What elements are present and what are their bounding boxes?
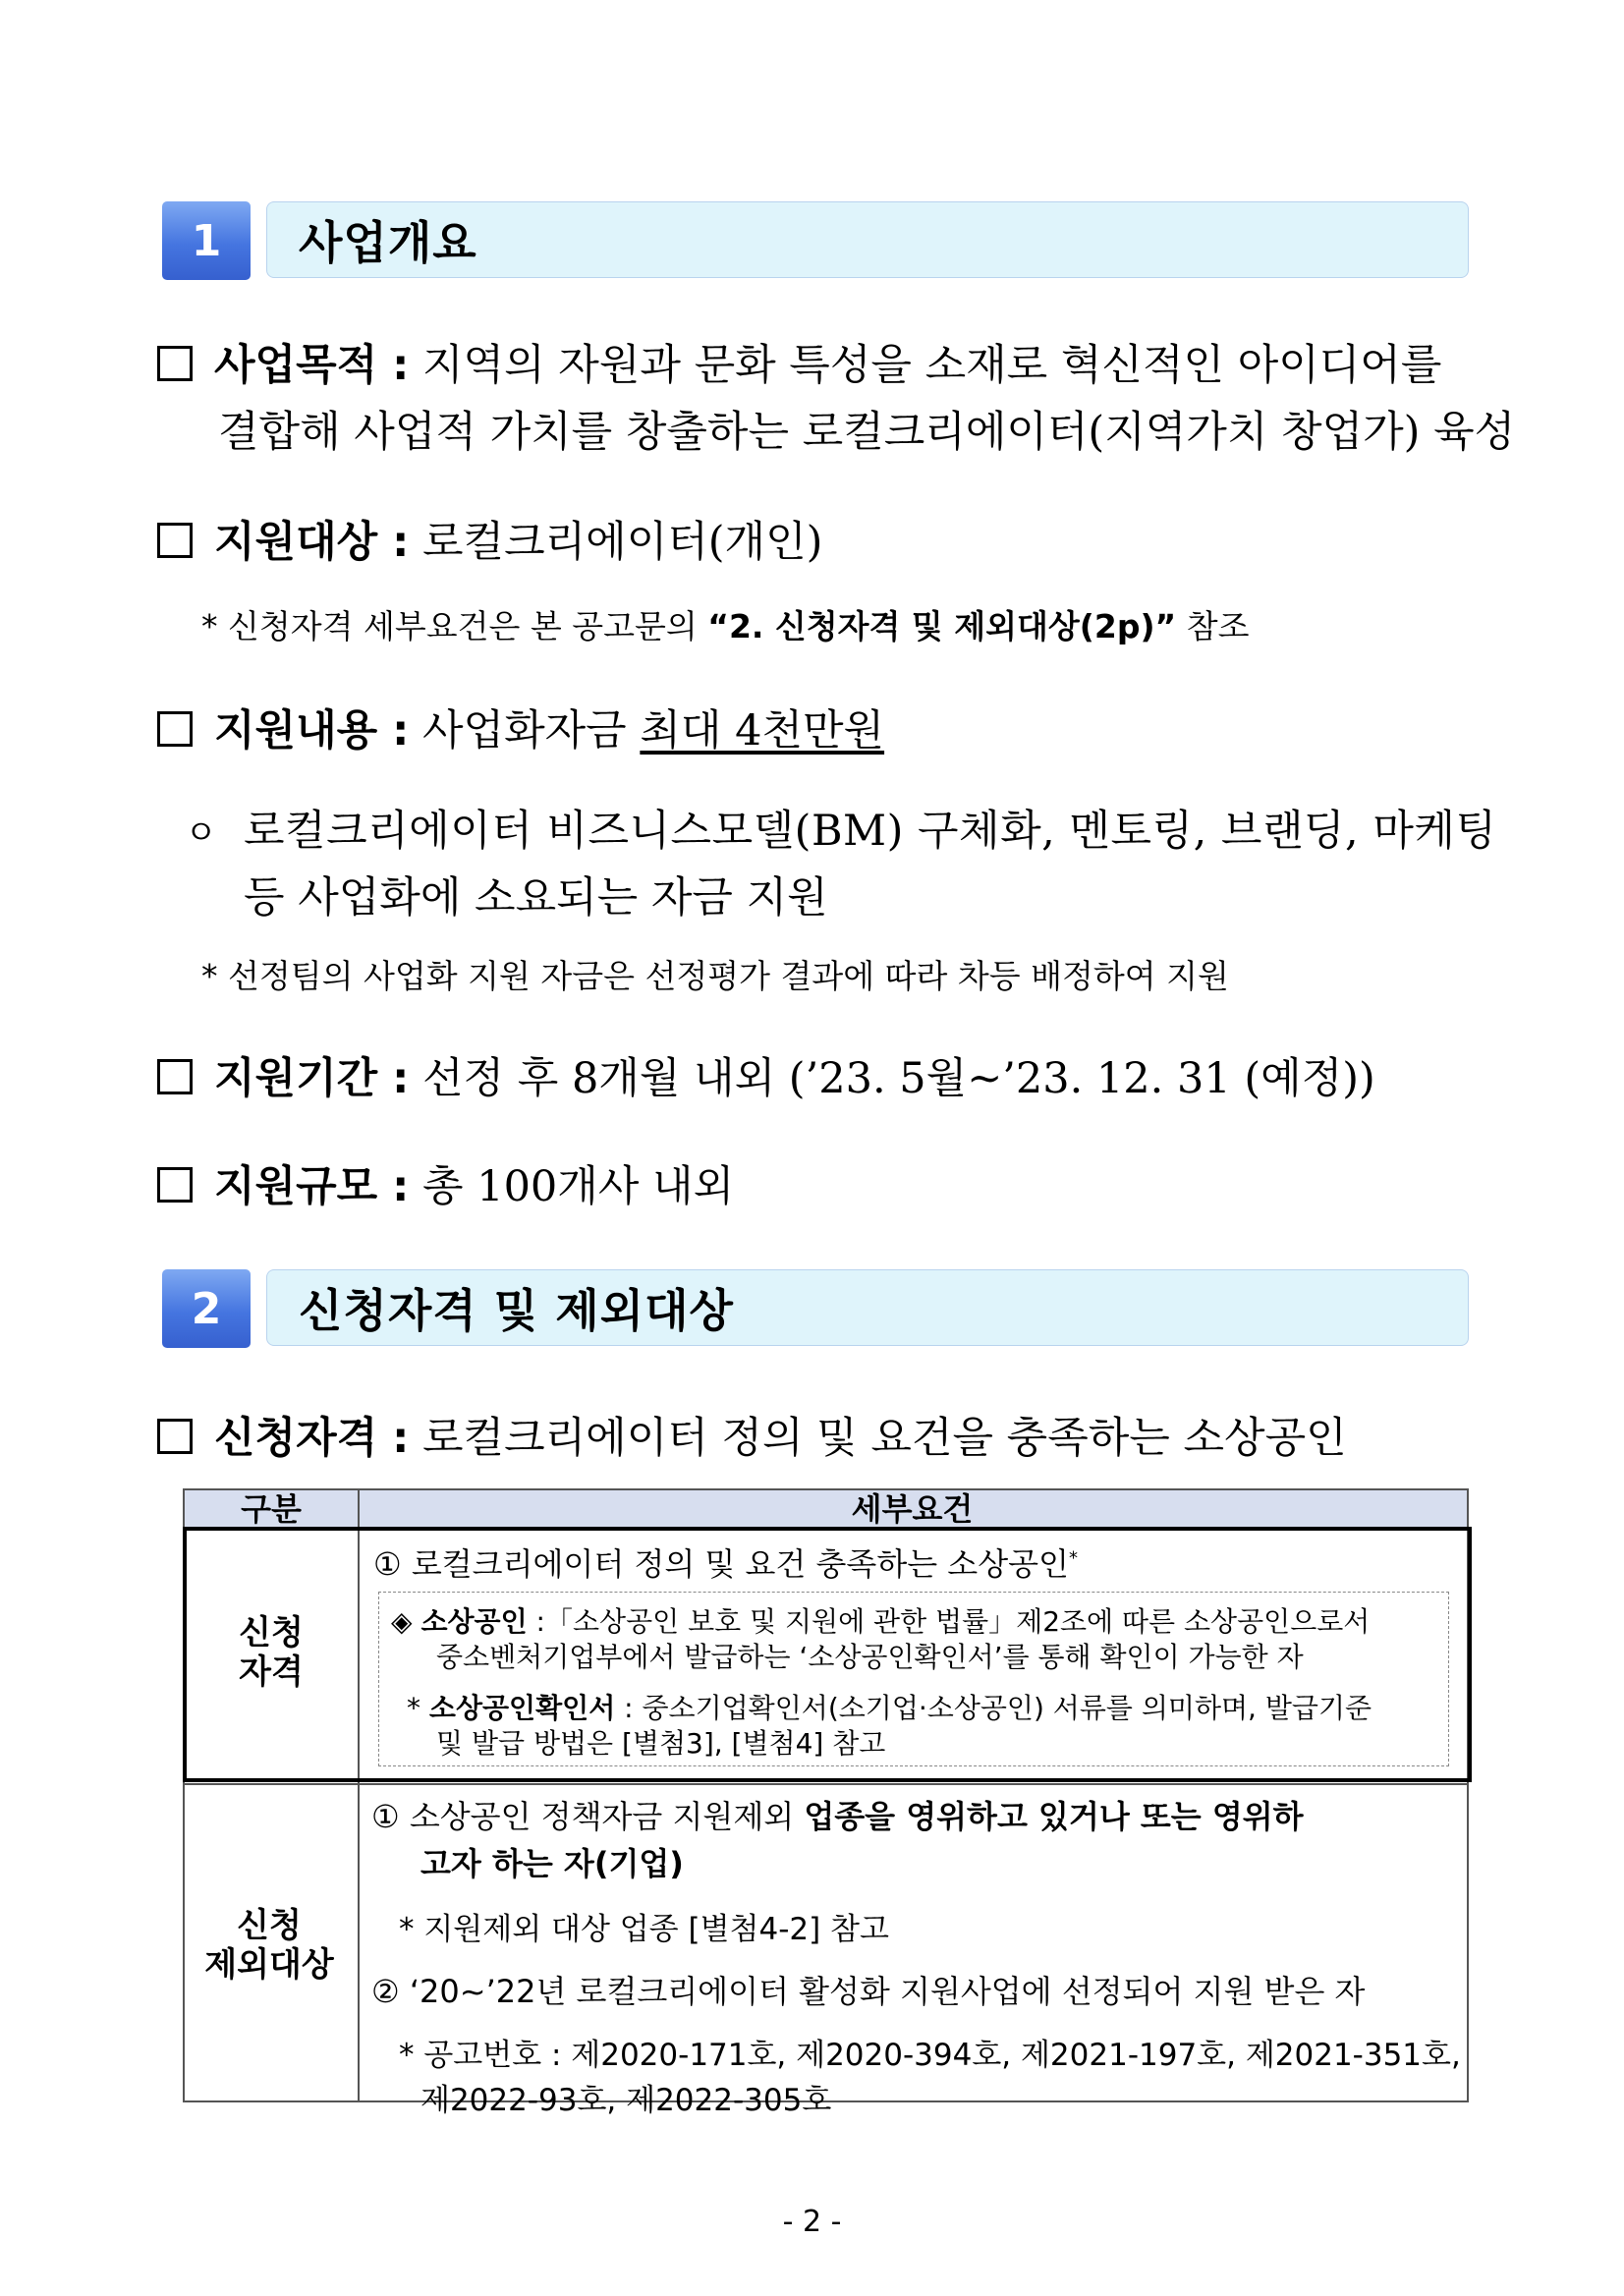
content-item bbox=[157, 698, 884, 757]
target-item bbox=[157, 509, 822, 569]
requirement-text: ① 로컬크리에이터 정의 및 요건 충족하는 소상공인 bbox=[373, 1545, 1069, 1583]
row-label-line: 신청 bbox=[237, 1906, 302, 1945]
content-sub-line2: 등 사업화에 소요되는 자금 지원 bbox=[244, 873, 828, 923]
table-header bbox=[185, 1490, 1467, 1530]
purpose-text: 지역의 자원과 문화 특성을 소재로 혁신적인 아이디어를 bbox=[422, 341, 1442, 390]
section-title: 신청자격 및 제외대상 bbox=[266, 1269, 1469, 1346]
page-number: - 2 - bbox=[782, 2205, 842, 2239]
target-note bbox=[201, 601, 1250, 647]
asterisk: * bbox=[407, 1692, 429, 1724]
exclusion-text: ① 소상공인 정책자금 지원제외 bbox=[371, 1798, 805, 1835]
section-number: 2 bbox=[162, 1269, 251, 1348]
row-label-exclusion bbox=[183, 1906, 356, 1985]
diamond-icon: ◈ bbox=[391, 1605, 421, 1638]
definition-term: 소상공인 bbox=[420, 1605, 528, 1638]
exclusion-item-2-note: * 공고번호 : 제2020-171호, 제2020-394호, 제2021-197호, 제2021-351호, bbox=[399, 2038, 1461, 2073]
target-text: 로컬크리에이터(개인) bbox=[422, 518, 823, 567]
section-1-header bbox=[162, 201, 1469, 280]
period-item bbox=[157, 1045, 1375, 1105]
definition-certificate bbox=[407, 1687, 1372, 1726]
row-label-line: 신청 bbox=[239, 1613, 304, 1652]
note-bold: “2. 신청자격 및 제외대상(2p)” bbox=[707, 607, 1177, 645]
eligibility-requirement bbox=[373, 1540, 1078, 1585]
exclusion-item-1-line2: 고자 하는 자(기업) bbox=[420, 1845, 684, 1882]
checkbox-square-icon bbox=[157, 1419, 193, 1454]
row-label-line: 제외대상 bbox=[204, 1945, 334, 1985]
eligibility-text: 로컬크리에이터 정의 및 요건을 충족하는 소상공인 bbox=[422, 1414, 1347, 1463]
target-label: 지원대상 : bbox=[214, 518, 410, 567]
section-title: 사업개요 bbox=[266, 201, 1469, 278]
checkbox-square-icon bbox=[157, 1059, 193, 1094]
scale-label: 지원규모 : bbox=[214, 1162, 410, 1211]
checkbox-square-icon bbox=[157, 523, 193, 558]
note-text-end: 참조 bbox=[1176, 607, 1250, 645]
content-label: 지원내용 : bbox=[214, 706, 410, 756]
content-amount: 최대 4천만원 bbox=[640, 706, 885, 756]
period-text: 선정 후 8개월 내외 (’23. 5월~’23. 12. 31 (예정)) bbox=[422, 1054, 1375, 1103]
definition-text: : 중소기업확인서(소기업·소상공인) 서류를 의미하며, 발급기준 bbox=[615, 1692, 1372, 1724]
exclusion-item-1 bbox=[371, 1792, 1304, 1837]
content-text: 사업화자금 bbox=[422, 706, 641, 756]
header-col-category: 구분 bbox=[241, 1490, 302, 1528]
asterisk: * bbox=[1068, 1547, 1078, 1569]
scale-item bbox=[157, 1153, 734, 1213]
exclusion-item-2: ② ‘20~’22년 로컬크리에이터 활성화 지원사업에 선정되어 지원 받은 자 bbox=[371, 1973, 1366, 2010]
row-label-line: 자격 bbox=[239, 1652, 304, 1692]
purpose-item bbox=[157, 332, 1441, 392]
exclusion-bold: 업종을 영위하고 있거나 또는 영위하 bbox=[804, 1798, 1304, 1835]
definition-text: :「소상공인 보호 및 지원에 관한 법률」제2조에 따른 소상공인으로서 bbox=[527, 1605, 1371, 1638]
section-2-header bbox=[162, 1269, 1469, 1348]
purpose-text-line2: 결합해 사업적 가치를 창출하는 로컬크리에이터(지역가치 창업가) 육성 bbox=[218, 408, 1516, 457]
column-divider bbox=[358, 1490, 360, 2100]
definition-box bbox=[378, 1592, 1449, 1766]
section-number: 1 bbox=[162, 201, 251, 280]
note-text: * 신청자격 세부요건은 본 공고문의 bbox=[201, 607, 708, 645]
definition-certificate-line2: 및 발급 방법은 [별첨3], [별첨4] 참고 bbox=[436, 1727, 886, 1760]
checkbox-square-icon bbox=[157, 346, 193, 381]
definition-smallbiz bbox=[391, 1600, 1370, 1640]
exclusion-item-1-note: * 지원제외 대상 업종 [별첨4-2] 참고 bbox=[399, 1912, 889, 1947]
exclusion-item-2-note-line2: 제2022-93호, 제2022-305호 bbox=[420, 2083, 832, 2118]
row-divider bbox=[185, 1783, 1467, 1785]
definition-smallbiz-line2: 중소벤처기업부에서 발급하는 ‘소상공인확인서’를 통해 확인이 가능한 자 bbox=[436, 1641, 1304, 1673]
checkbox-square-icon bbox=[157, 1167, 193, 1203]
content-sub-line1: 로컬크리에이터 비즈니스모델(BM) 구체화, 멘토링, 브랜딩, 마케팅 bbox=[244, 807, 1497, 856]
content-note: * 선정팀의 사업화 지원 자금은 선정평가 결과에 따라 차등 배정하여 지원 bbox=[201, 957, 1229, 995]
definition-term: 소상공인확인서 bbox=[428, 1692, 616, 1724]
scale-text: 총 100개사 내외 bbox=[422, 1162, 735, 1211]
period-label: 지원기간 : bbox=[214, 1054, 410, 1103]
header-col-requirements: 세부요건 bbox=[851, 1490, 974, 1528]
row-label-eligibility bbox=[185, 1613, 358, 1692]
eligibility-item bbox=[157, 1405, 1347, 1465]
eligibility-label: 신청자격 : bbox=[214, 1414, 410, 1463]
purpose-label: 사업목적 : bbox=[214, 341, 410, 390]
bullet-icon: ㅇ bbox=[185, 813, 217, 853]
checkbox-square-icon bbox=[157, 711, 193, 747]
